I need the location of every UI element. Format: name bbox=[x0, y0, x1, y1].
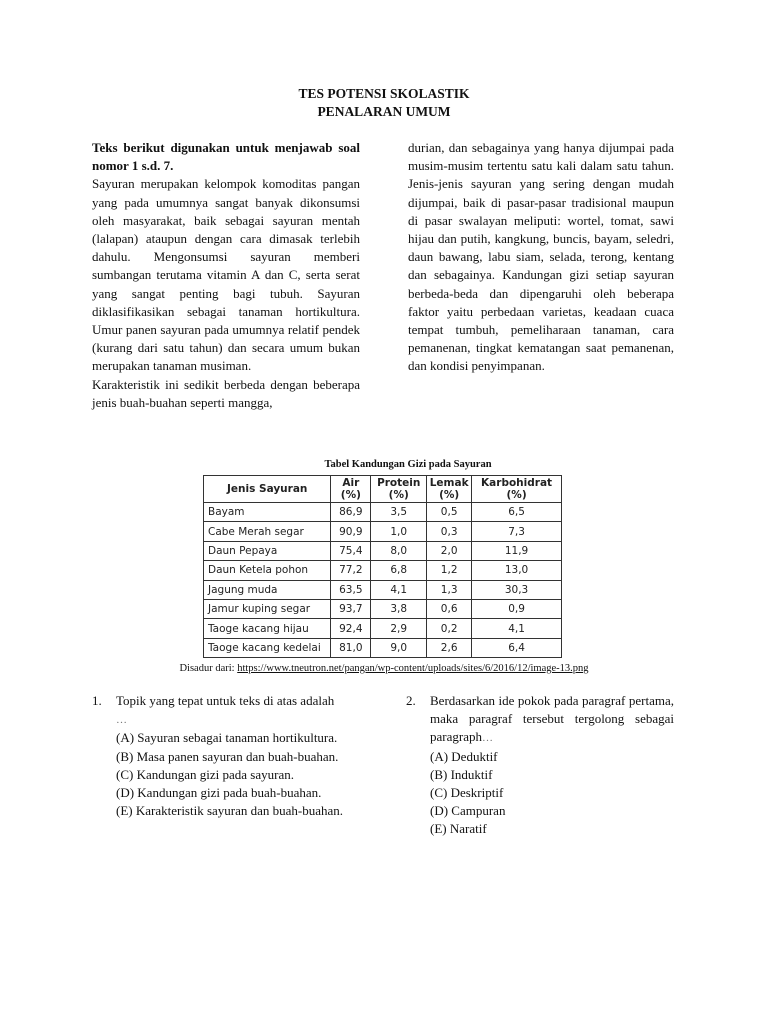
intro-paragraph-2-end: durian, dan sebagainya yang hanya dijumpai pada musim-musim tertentu satu kali dalam satu tahun. Jenis-jenis sayuran yang sering dengan mudah dijumpai, baik di pasar-pasar tradisional maupun di pasar swalayan meliputi: wortel, tomat, sawi hijau dan putih, kangkung, buncis, bayam, seledri, daun bawang, labu siam, selada, terong, kentang dan sebagainya. Kandungan gizi setiap sayuran berbeda-beda dan dipengaruhi oleh beberapa faktor yaitu perbedaan varietas, keadaan cuaca tempat tumbuh, pemeliharaan tanaman, cara pemanenan, tingkat kematangan saat pemanenan, dan kondisi penyimpanan. bbox=[408, 140, 674, 374]
value-cell: 4,1 bbox=[472, 619, 562, 638]
question-2 bbox=[406, 692, 674, 839]
column-header: Karbohidrat (%) bbox=[472, 476, 562, 503]
value-cell: 0,6 bbox=[427, 599, 472, 618]
answer-option[interactable]: (A) Deduktif bbox=[430, 748, 498, 764]
table-title: Tabel Kandungan Gizi pada Sayuran bbox=[324, 459, 492, 470]
answer-option[interactable]: (B) Masa panen sayuran dan buah-buahan. bbox=[116, 748, 339, 764]
value-cell: 4,1 bbox=[371, 580, 427, 599]
vegetable-name-cell: Taoge kacang kedelai bbox=[204, 638, 331, 657]
answer-option[interactable]: (D) Campuran bbox=[430, 803, 506, 819]
table-source bbox=[0, 663, 768, 674]
answer-option[interactable]: (E) Naratif bbox=[430, 821, 487, 837]
answer-option[interactable]: (D) Kandungan gizi pada buah-buahan. bbox=[116, 785, 322, 801]
value-cell: 0,9 bbox=[472, 599, 562, 618]
value-cell: 93,7 bbox=[331, 599, 371, 618]
value-cell: 6,5 bbox=[472, 503, 562, 522]
intro-paragraph-1: Sayuran merupakan kelompok komoditas pangan yang pada umumnya sangat banyak dikonsumsi oleh masyarakat, baik sebagai sayuran mentah (lalapan) ataupun dengan cara dimasak terlebih dahulu. Mengonsumsi sayuran memberi sumbangan terutama vitamin A dan C, serta serat yang sangat penting bagi tubuh. Sayuran diklasifikasikan sebagai tanaman hortikultura. Umur panen sayuran pada umumnya relatif pendek (kurang dari satu tahun) dan secara umum bukan merupakan tanaman musiman. bbox=[92, 176, 360, 374]
vegetable-name-cell: Cabe Merah segar bbox=[204, 522, 331, 541]
question-1 bbox=[92, 692, 360, 820]
page-title-line1: TES POTENSI SKOLASTIK bbox=[298, 86, 470, 101]
answer-option[interactable]: (A) Sayuran sebagai tanaman hortikultura. bbox=[116, 730, 338, 746]
reading-text-right-column bbox=[408, 139, 674, 376]
value-cell: 63,5 bbox=[331, 580, 371, 599]
column-header: Lemak (%) bbox=[427, 476, 472, 503]
question-stem: Topik yang tepat untuk teks di atas adalah … bbox=[116, 693, 335, 727]
value-cell: 1,2 bbox=[427, 561, 472, 580]
table-header-row bbox=[204, 476, 562, 503]
value-cell: 7,3 bbox=[472, 522, 562, 541]
value-cell: 3,5 bbox=[371, 503, 427, 522]
question-stem: Berdasarkan ide pokok pada paragraf pertama, maka paragraf tersebut tergolong sebagai paragraph… bbox=[430, 693, 674, 745]
value-cell: 6,4 bbox=[472, 638, 562, 657]
table-row bbox=[204, 619, 562, 638]
table-row bbox=[204, 638, 562, 657]
ellipsis: … bbox=[481, 732, 493, 745]
vegetable-name-cell: Jagung muda bbox=[204, 580, 331, 599]
nutrition-table bbox=[203, 475, 562, 658]
value-cell: 11,9 bbox=[472, 541, 562, 560]
value-cell: 0,3 bbox=[427, 522, 472, 541]
column-header: Protein (%) bbox=[371, 476, 427, 503]
value-cell: 86,9 bbox=[331, 503, 371, 522]
value-cell: 0,2 bbox=[427, 619, 472, 638]
page-title-line2: PENALARAN UMUM bbox=[317, 104, 451, 119]
answer-option[interactable]: (B) Induktif bbox=[430, 766, 493, 782]
table-row bbox=[204, 503, 562, 522]
answer-option[interactable]: (E) Karakteristik sayuran dan buah-buahan. bbox=[116, 803, 344, 819]
answer-option[interactable]: (C) Deskriptif bbox=[430, 785, 504, 801]
value-cell: 2,9 bbox=[371, 619, 427, 638]
reading-text-left-column bbox=[92, 139, 360, 412]
question-number: 2. bbox=[406, 693, 416, 708]
value-cell: 92,4 bbox=[331, 619, 371, 638]
value-cell: 13,0 bbox=[472, 561, 562, 580]
value-cell: 1,0 bbox=[371, 522, 427, 541]
value-cell: 6,8 bbox=[371, 561, 427, 580]
table-row bbox=[204, 599, 562, 618]
table-row bbox=[204, 580, 562, 599]
ellipsis: … bbox=[116, 714, 127, 727]
answer-option[interactable]: (C) Kandungan gizi pada sayuran. bbox=[116, 766, 294, 782]
table-row bbox=[204, 561, 562, 580]
value-cell: 2,0 bbox=[427, 541, 472, 560]
vegetable-name-cell: Daun Pepaya bbox=[204, 541, 331, 560]
source-link[interactable]: https://www.tneutron.net/pangan/wp-content/uploads/sites/6/2016/12/image-13.png bbox=[237, 663, 589, 674]
intro-heading: Teks berikut digunakan untuk menjawab soal nomor 1 s.d. 7. bbox=[92, 140, 360, 174]
vegetable-name-cell: Taoge kacang hijau bbox=[204, 619, 331, 638]
table-row bbox=[204, 541, 562, 560]
value-cell: 1,3 bbox=[427, 580, 472, 599]
question-number: 1. bbox=[92, 693, 102, 708]
value-cell: 0,5 bbox=[427, 503, 472, 522]
vegetable-name-cell: Daun Ketela pohon bbox=[204, 561, 331, 580]
table-row bbox=[204, 522, 562, 541]
source-prefix: Disadur dari: bbox=[179, 663, 238, 674]
vegetable-name-cell: Jamur kuping segar bbox=[204, 599, 331, 618]
value-cell: 75,4 bbox=[331, 541, 371, 560]
value-cell: 90,9 bbox=[331, 522, 371, 541]
value-cell: 8,0 bbox=[371, 541, 427, 560]
column-header: Air (%) bbox=[331, 476, 371, 503]
value-cell: 30,3 bbox=[472, 580, 562, 599]
column-header: Jenis Sayuran bbox=[204, 476, 331, 503]
value-cell: 77,2 bbox=[331, 561, 371, 580]
value-cell: 3,8 bbox=[371, 599, 427, 618]
value-cell: 2,6 bbox=[427, 638, 472, 657]
value-cell: 9,0 bbox=[371, 638, 427, 657]
vegetable-name-cell: Bayam bbox=[204, 503, 331, 522]
value-cell: 81,0 bbox=[331, 638, 371, 657]
intro-paragraph-2-start: Karakteristik ini sedikit berbeda dengan beberapa jenis buah-buahan seperti mangga, bbox=[92, 376, 360, 410]
